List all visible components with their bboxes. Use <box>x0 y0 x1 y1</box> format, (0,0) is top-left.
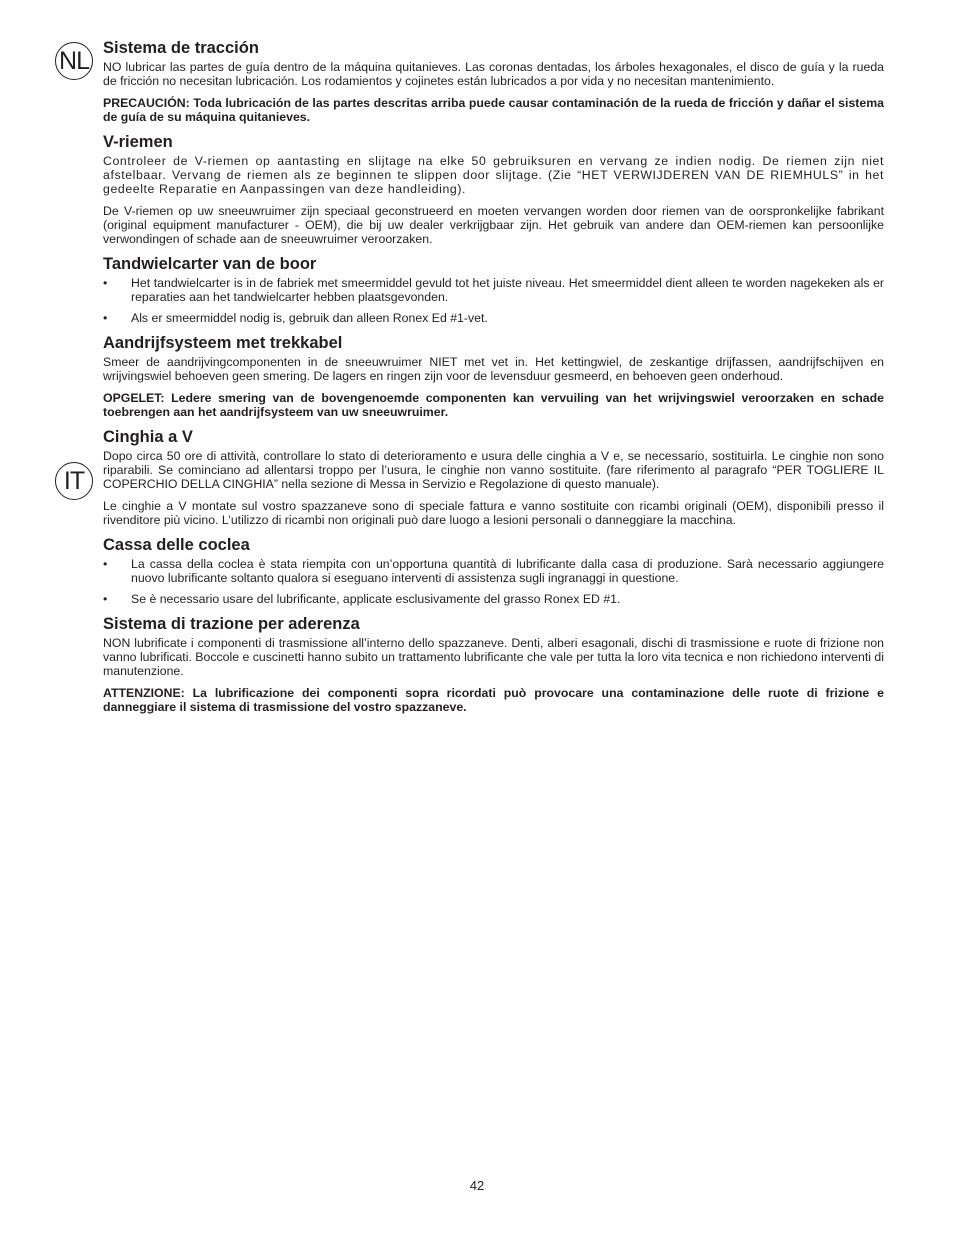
page-number: 42 <box>469 1178 485 1193</box>
list-item-text: La cassa della coclea è stata riempita con un’opportuna quantità di lubrificante dalla casa di produzione. Sarà necessario aggiungere nuovo lubrificante soltanto qualora si eseguano interventi di assistenza sugli ingranaggi in questione. <box>131 557 884 585</box>
bullet-icon: • <box>103 557 108 571</box>
language-badge-nl: NL <box>55 42 93 80</box>
bullet-list <box>103 557 884 606</box>
section-v-riemen <box>103 132 884 246</box>
section-paragraph: Dopo circa 50 ore di attività, controllare lo stato di deterioramento e usura delle cinghia a V e, se necessario, sostituirla. Le cinghie non sono riparabili. Se cominciano ad allentarsi troppo per l’usura, le cinghie non vanno sostituite. (fare riferimento al paragrafo “PER TOGLIERE IL COPERCHIO DELLA CINGHIA” nella sezione di Messa in Servizio e Regolazione di questo manuale). <box>103 449 884 491</box>
caution-paragraph: OPGELET: Ledere smering van de bovengenoemde componenten kan vervuiling van het wrijvingswiel veroorzaken en schade toebrengen aan het aandrijfsysteem van uw sneeuwruimer. <box>103 391 884 419</box>
section-paragraph: Smeer de aandrijvingcomponenten in de sneeuwruimer NIET met vet in. Het kettingwiel, de zeskantige drijfassen, aandrijfschijven en wrijvingswiel behoeven geen smering. De lagers en ringen zijn voor de levensduur gesmeerd, en behoeven geen onderhoud. <box>103 355 884 383</box>
section-paragraph: Controleer de V-riemen op aantasting en slijtage na elke 50 gebruiksuren en vervang ze indien nodig. De riemen zijn niet afstelbaar. Vervang de riemen als ze beginnen te slippen door slijtage. (Zie “HET VERWIJDEREN VAN DE RIEMHULS” in het gedeelte Reparatie en Aanpassingen van deze handleiding). <box>103 154 884 196</box>
list-item <box>103 276 884 304</box>
caution-paragraph: ATTENZIONE: La lubrificazione dei componenti sopra ricordati può provocare una contaminazione delle ruote di frizione e danneggiare il sistema di trasmissione del vostro spazzaneve. <box>103 686 884 714</box>
bullet-icon: • <box>103 276 108 290</box>
list-item <box>103 557 884 585</box>
section-title: Cinghia a V <box>103 428 193 446</box>
section-title: Tandwielcarter van de boor <box>103 255 317 273</box>
section-cinghia-a-v <box>103 427 884 527</box>
section-aandrijfsysteem <box>103 333 884 419</box>
language-badge-it: IT <box>55 462 93 500</box>
section-title: Cassa delle coclea <box>103 536 250 554</box>
section-paragraph: NO lubricar las partes de guía dentro de la máquina quitanieves. Las coronas dentadas, los árboles hexagonales, el disco de guía y la rueda de fricción no necesitan lubricación. Los rodamientos y cojinetes están lubricados a por vida y no necesitan mantenimiento. <box>103 60 884 88</box>
bullet-icon: • <box>103 311 108 325</box>
section-title: Sistema di trazione per aderenza <box>103 615 360 633</box>
section-title: Sistema de tracción <box>103 39 259 57</box>
list-item-text: Het tandwielcarter is in de fabriek met smeermiddel gevuld tot het juiste niveau. Het smeermiddel dient alleen te worden nagekeken als er reparaties aan het tandwielcarter hebben plaatsgevonden. <box>131 276 884 304</box>
section-paragraph: NON lubrificate i componenti di trasmissione all’interno dello spazzaneve. Denti, alberi esagonali, dischi di trasmissione e ruote di frizione non vanno lubrificati. Boccole e cuscinetti hanno subito un trattamento lubrificante che vale per tutta la loro vita tecnica e non richiedono interventi di manutenzione. <box>103 636 884 678</box>
section-paragraph: Le cinghie a V montate sul vostro spazzaneve sono di speciale fattura e vanno sostituite con ricambi originali (OEM), disponibili presso il rivenditore più vicino. L’utilizzo di ricambi non originali può dare luogo a lesioni personali o danneggiare la macchina. <box>103 499 884 527</box>
list-item-text: Se è necessario usare del lubrificante, applicate esclusivamente del grasso Ronex ED #1. <box>131 592 621 606</box>
section-title: V-riemen <box>103 133 173 151</box>
list-item-text: Als er smeermiddel nodig is, gebruik dan alleen Ronex Ed #1-vet. <box>131 311 488 325</box>
list-item <box>103 311 884 325</box>
section-paragraph: De V-riemen op uw sneeuwruimer zijn speciaal geconstrueerd en moeten vervangen worden door riemen van de oorspronkelijke fabrikant (original equipment manufacturer - OEM), die bij uw dealer verkrijgbaar zijn. Het gebruik van andere dan OEM-riemen kan persoonlijke verwondingen of schade aan de sneeuwruimer veroorzaken. <box>103 204 884 246</box>
section-cassa-delle-coclea <box>103 535 884 606</box>
bullet-list <box>103 276 884 325</box>
bullet-icon: • <box>103 592 108 606</box>
section-tandwielcarter <box>103 254 884 325</box>
list-item <box>103 592 884 606</box>
section-title: Aandrijfsysteem met trekkabel <box>103 334 343 352</box>
caution-paragraph: PRECAUCIÓN: Toda lubricación de las partes descritas arriba puede causar contaminación de la rueda de fricción y dañar el sistema de guía de su máquina quitanieves. <box>103 96 884 124</box>
section-sistema-di-trazione <box>103 614 884 714</box>
page-content <box>103 38 884 722</box>
section-sistema-de-traccion <box>103 38 884 124</box>
